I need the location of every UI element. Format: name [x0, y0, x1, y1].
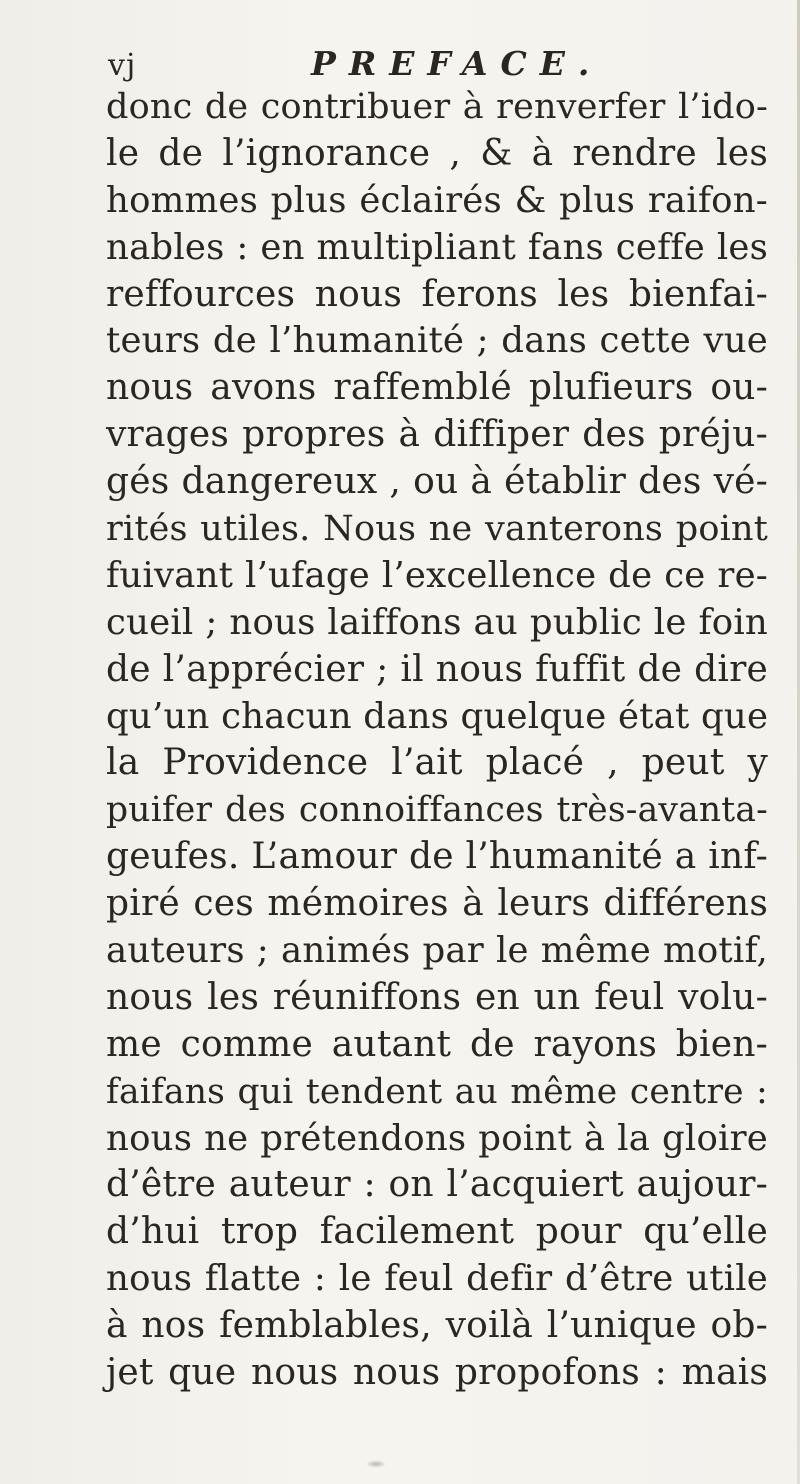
text-line: geufes. L’amour de l’humanité a inf-: [106, 836, 768, 878]
text-line: faifans qui tendent au même centre :: [106, 1071, 768, 1112]
ink-smudge: [366, 1460, 386, 1468]
text-line: vrages propres à diffiper des préju-: [106, 414, 768, 456]
text-line: d’hui trop facilement pour qu’elle: [106, 1211, 768, 1253]
text-line: nous ne prétendons point à la gloire: [106, 1117, 768, 1159]
text-line: qu’un chacun dans quelque état que: [106, 695, 769, 737]
text-line: gés dangereux , ou à établir des vé-: [106, 461, 768, 503]
text-line: auteurs ; animés par le même motif,: [106, 930, 768, 972]
text-line: me comme autant de rayons bien-: [106, 1023, 768, 1065]
body-text: [106, 84, 768, 1397]
text-line: nous flatte : le feul defir d’être utile: [106, 1258, 768, 1300]
text-line: nous avons raffemblé plufieurs ou-: [106, 367, 768, 409]
text-line: la Providence l’ait placé , peut y: [106, 742, 768, 784]
text-line: jet que nous nous propofons : mais: [106, 1352, 768, 1394]
text-line: piré ces mémoires à leurs différens: [106, 883, 768, 925]
text-line: nables : en multipliant fans ceffe les: [106, 226, 768, 268]
text-line: à nos femblables, voilà l’unique ob-: [106, 1305, 768, 1347]
text-line: fuivant l’ufage l’excellence de ce re-: [106, 554, 768, 596]
text-line: puifer des connoiffances très-avanta-: [106, 790, 768, 831]
text-line: cueil ; nous laiffons au public le foin: [106, 601, 768, 643]
text-line: le de l’ignorance , & à rendre les: [106, 132, 768, 174]
text-line: rités utiles. Nous ne vanterons point: [106, 509, 768, 550]
text-line: de l’apprécier ; il nous fuffit de dire: [106, 648, 768, 690]
text-line: donc de contribuer à renverfer l’ido-: [106, 87, 768, 127]
text-line: hommes plus éclairés & plus raifon-: [106, 179, 768, 221]
text-line: d’être auteur : on l’acquiert aujour-: [106, 1164, 768, 1206]
text-line: reffources nous ferons les bienfai-: [106, 273, 768, 315]
page-number: vj: [108, 48, 137, 83]
text-line: nous les réuniffons en un feul volu-: [106, 976, 768, 1018]
running-title: PREFACE.: [311, 44, 603, 83]
text-line: teurs de l’humanité ; dans cette vue: [106, 320, 768, 362]
